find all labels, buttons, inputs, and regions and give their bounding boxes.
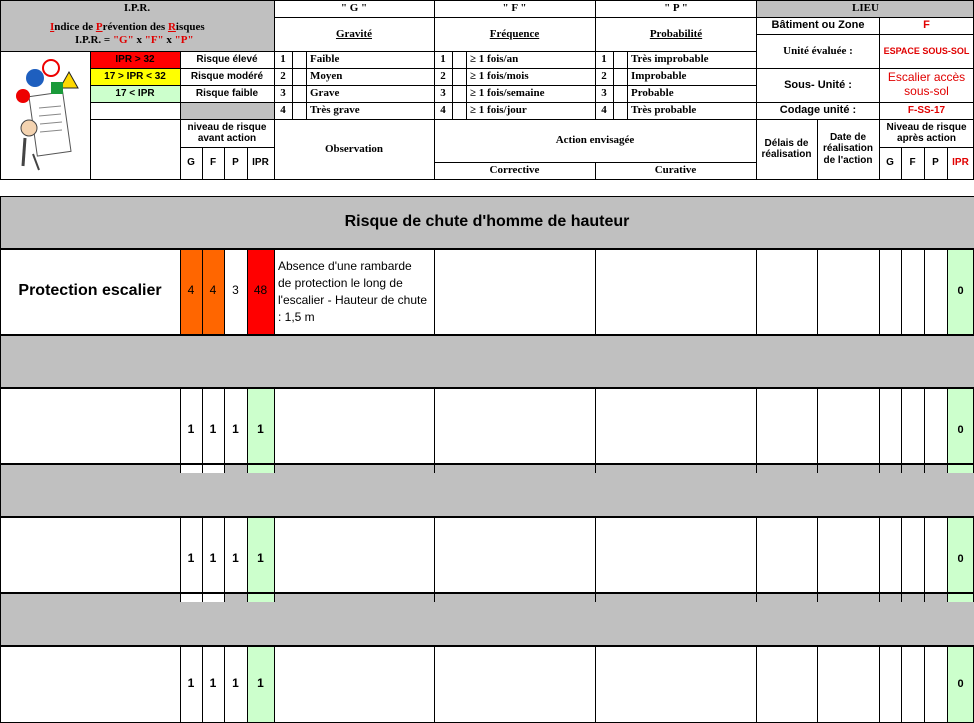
sous-unite-value: Escalier accès sous-sol	[887, 70, 966, 98]
grid-vline	[817, 387, 818, 473]
grid-hline	[0, 196, 974, 197]
grid-hline	[274, 17, 757, 18]
grid-hline	[90, 68, 757, 69]
grid-hline	[757, 68, 974, 69]
ipr-line2-segment: "G"	[112, 34, 134, 46]
ipr-value: 1	[247, 387, 274, 473]
grid-vline	[202, 516, 203, 602]
grid-hline	[0, 248, 974, 250]
ipr-line2-segment: "F"	[144, 34, 164, 46]
delais-header: Délais de réalisation	[761, 137, 812, 160]
grid-vline	[247, 387, 248, 473]
ipr-line2-segment: "P"	[174, 34, 194, 46]
ipr-value: 1	[247, 645, 274, 723]
observation-text	[274, 387, 434, 473]
grid-vline	[452, 51, 453, 119]
ipr-after-value: 0	[947, 516, 974, 602]
grid-vline	[756, 645, 757, 722]
grid-vline	[756, 516, 757, 602]
grid-hline	[180, 147, 274, 148]
grid-vline	[247, 248, 248, 334]
probability-value: 3	[232, 283, 239, 298]
grid-vline	[817, 119, 818, 180]
probability-value: 1	[232, 551, 239, 566]
grid-hline	[0, 51, 274, 52]
curative-header: Curative	[654, 164, 697, 177]
grid-hline	[0, 0, 974, 1]
unite-label: Unité évaluée :	[783, 44, 853, 57]
probability-value: 1	[232, 676, 239, 691]
frequency-value: 1	[202, 387, 224, 473]
risk-name: Protection escalier	[18, 281, 162, 299]
ipr-value: 1	[247, 516, 274, 602]
grid-vline	[595, 645, 596, 722]
grid-vline	[434, 387, 435, 473]
grid-hline	[757, 102, 974, 103]
grid-vline	[274, 248, 275, 334]
grid-vline	[180, 387, 181, 473]
grid-vline	[306, 51, 307, 119]
grid-vline	[901, 248, 902, 334]
safety-signs-illustration-icon	[5, 56, 85, 174]
ipr-title: I.P.R.	[0, 0, 274, 17]
grid-hline	[90, 85, 757, 86]
g-level: 2	[280, 70, 286, 83]
f-level-label: ≥ 1 fois/mois	[470, 70, 529, 83]
grid-vline	[224, 248, 225, 334]
grid-vline	[756, 387, 757, 473]
grid-vline	[595, 162, 596, 180]
grid-vline	[901, 147, 902, 180]
frequency-value: 4	[202, 248, 224, 334]
grid-vline	[180, 248, 181, 334]
p-level-label: Probable	[631, 87, 674, 100]
probability-value: 1	[232, 422, 239, 437]
p-level-label: Très improbable	[631, 53, 709, 66]
date-header: Date de réalisation de l'action	[822, 131, 874, 166]
grid-hline	[274, 51, 757, 52]
g-level: 3	[280, 87, 286, 100]
grid-vline	[224, 147, 225, 180]
p-title: Probabilité	[649, 27, 703, 40]
grid-vline	[292, 51, 293, 119]
grid-vline	[613, 51, 614, 119]
ipr-definition-line2	[50, 34, 194, 47]
g-level-label: Grave	[310, 87, 340, 100]
ipr-line2-segment: x	[133, 34, 145, 46]
grid-hline	[757, 34, 974, 35]
grid-vline	[247, 645, 248, 722]
grid-hline	[0, 334, 974, 336]
action-header: Action envisagée	[555, 134, 635, 147]
grid-vline	[202, 645, 203, 722]
grid-vline	[879, 645, 880, 722]
codage-value: F-SS-17	[907, 104, 946, 116]
lieu-title: LIEU	[757, 0, 974, 17]
legend-label: Risque élevé	[196, 53, 258, 65]
apres-p-header: P	[932, 157, 939, 169]
f-level-label: ≥ 1 fois/semaine	[470, 87, 545, 100]
risk-name	[0, 387, 180, 473]
p-level: 2	[601, 70, 607, 83]
g-level-label: Très grave	[310, 104, 360, 117]
grid-vline	[595, 516, 596, 602]
grid-vline	[224, 387, 225, 473]
grid-vline	[901, 645, 902, 722]
ipr-line2-segment: I.P.R. =	[75, 34, 113, 46]
avant-ipr-header: IPR	[252, 157, 269, 169]
spacer-row	[0, 180, 974, 196]
f-level: 1	[440, 53, 446, 66]
legend-label: Risque modéré	[190, 70, 264, 82]
ipr-line1-segment: révention des	[102, 21, 168, 34]
batiment-label: Bâtiment ou Zone	[771, 19, 865, 32]
separator-band	[0, 334, 974, 387]
grid-vline	[924, 387, 925, 473]
grid-vline	[274, 387, 275, 473]
niveau-apres-header: Niveau de risque après action	[886, 121, 967, 144]
g-level-label: Moyen	[310, 70, 343, 83]
grid-vline	[947, 645, 948, 722]
f-title: Fréquence	[489, 27, 540, 40]
grid-vline	[0, 0, 1, 180]
grid-vline	[274, 0, 275, 180]
gravity-value: 1	[180, 387, 202, 473]
grid-vline	[595, 0, 596, 119]
ipr-after-value: 0	[947, 387, 974, 473]
apres-ipr-header: IPR	[952, 157, 969, 169]
p-level-label: Improbable	[631, 70, 687, 83]
grid-vline	[180, 516, 181, 602]
grid-vline	[756, 248, 757, 334]
grid-vline	[0, 196, 1, 723]
grid-hline	[0, 387, 974, 389]
grid-hline	[0, 463, 974, 465]
corrective-header: Corrective	[489, 164, 540, 177]
grid-vline	[879, 17, 880, 180]
risk-name	[0, 645, 180, 723]
grid-vline	[901, 516, 902, 602]
observation-text	[274, 645, 434, 723]
grid-vline	[595, 387, 596, 473]
g-level: 1	[280, 53, 286, 66]
grid-vline	[924, 147, 925, 180]
grid-vline	[274, 516, 275, 602]
grid-vline	[627, 51, 628, 119]
batiment-value: F	[923, 19, 930, 32]
g-level: 4	[280, 104, 286, 117]
ipr-line2-segment: x	[163, 34, 175, 46]
grid-vline	[879, 248, 880, 334]
legend-range: IPR > 32	[90, 51, 180, 68]
f-level-label: ≥ 1 fois/an	[470, 53, 519, 66]
apres-f-header: F	[909, 157, 916, 169]
grid-vline	[595, 248, 596, 334]
p-level: 4	[601, 104, 607, 117]
grid-hline	[90, 102, 757, 103]
grid-vline	[817, 645, 818, 722]
observation-header: Observation	[324, 142, 384, 155]
grid-vline	[924, 516, 925, 602]
grid-vline	[202, 387, 203, 473]
grid-vline	[224, 645, 225, 722]
grid-vline	[901, 387, 902, 473]
grid-vline	[434, 0, 435, 180]
p-level: 3	[601, 87, 607, 100]
grid-vline	[180, 51, 181, 180]
grid-vline	[924, 248, 925, 334]
grid-vline	[224, 516, 225, 602]
grid-hline	[879, 147, 974, 148]
grid-vline	[947, 516, 948, 602]
frequency-value: 1	[202, 645, 224, 723]
grid-vline	[434, 516, 435, 602]
legend-range: 17 > IPR < 32	[90, 68, 180, 85]
grid-vline	[434, 645, 435, 722]
grid-vline	[90, 51, 91, 180]
grid-vline	[817, 516, 818, 602]
grid-hline	[0, 179, 974, 180]
p-level: 1	[601, 53, 607, 66]
ipr-definition-line1	[50, 21, 205, 34]
f-level-label: ≥ 1 fois/jour	[470, 104, 527, 117]
grid-vline	[817, 248, 818, 334]
ipr-value: 48	[247, 248, 274, 334]
gravity-value: 1	[180, 516, 202, 602]
grid-vline	[434, 248, 435, 334]
grid-vline	[947, 387, 948, 473]
ipr-line1-segment: isques	[175, 21, 205, 34]
grid-vline	[756, 0, 757, 180]
grid-vline	[947, 248, 948, 334]
grid-vline	[247, 516, 248, 602]
frequency-value: 1	[202, 516, 224, 602]
grid-hline	[90, 119, 974, 120]
section-title: Risque de chute d'homme de hauteur	[0, 196, 974, 248]
grid-vline	[247, 147, 248, 180]
legend-label: Risque faible	[195, 87, 259, 99]
ipr-definition	[0, 17, 274, 51]
grid-hline	[0, 592, 974, 594]
grid-vline	[180, 645, 181, 722]
grid-vline	[466, 51, 467, 119]
gravity-value: 4	[180, 248, 202, 334]
grid-vline	[879, 387, 880, 473]
grid-hline	[757, 17, 974, 18]
p-code: " P "	[664, 2, 688, 15]
g-code: " G "	[340, 2, 368, 15]
legend-blank	[180, 102, 274, 119]
p-level-label: Très probable	[631, 104, 697, 117]
ipr-after-value: 0	[947, 248, 974, 334]
apres-g-header: G	[886, 157, 894, 169]
grid-vline	[924, 645, 925, 722]
grid-hline	[0, 516, 974, 518]
ipr-after-value: 0	[947, 645, 974, 723]
grid-vline	[879, 516, 880, 602]
risk-name	[0, 516, 180, 602]
niveau-avant-header: niveau de risque avant action	[187, 121, 267, 144]
legend-range: 17 < IPR	[90, 85, 180, 102]
avant-g-header: G	[187, 157, 195, 169]
f-level: 3	[440, 87, 446, 100]
grid-vline	[202, 147, 203, 180]
avant-f-header: F	[209, 157, 217, 169]
f-code: " F "	[502, 2, 527, 15]
grid-vline	[202, 248, 203, 334]
codage-label: Codage unité :	[779, 104, 857, 117]
ipr-line1-segment: I	[50, 21, 55, 34]
ipr-line1-segment: P	[95, 21, 103, 34]
observation-text	[274, 516, 434, 602]
ipr-line1-segment: R	[167, 21, 176, 34]
f-level: 2	[440, 70, 446, 83]
grid-vline	[274, 645, 275, 722]
g-title: Gravité	[335, 27, 373, 40]
risk-illustration	[0, 51, 90, 179]
observation-text: Absence d'une rambarde de protection le long de l'escalier - Hauteur de chute : 1,5 m	[278, 259, 428, 324]
grid-vline	[947, 147, 948, 180]
g-level-label: Faible	[310, 53, 340, 66]
grid-hline	[0, 645, 974, 647]
ipr-line1-segment: ndice de	[54, 21, 96, 34]
unite-value: ESPACE SOUS-SOL	[883, 45, 970, 56]
sous-unite-label: Sous- Unité :	[784, 78, 852, 91]
gravity-value: 1	[180, 645, 202, 723]
f-level: 4	[440, 104, 446, 117]
avant-p-header: P	[232, 157, 239, 169]
